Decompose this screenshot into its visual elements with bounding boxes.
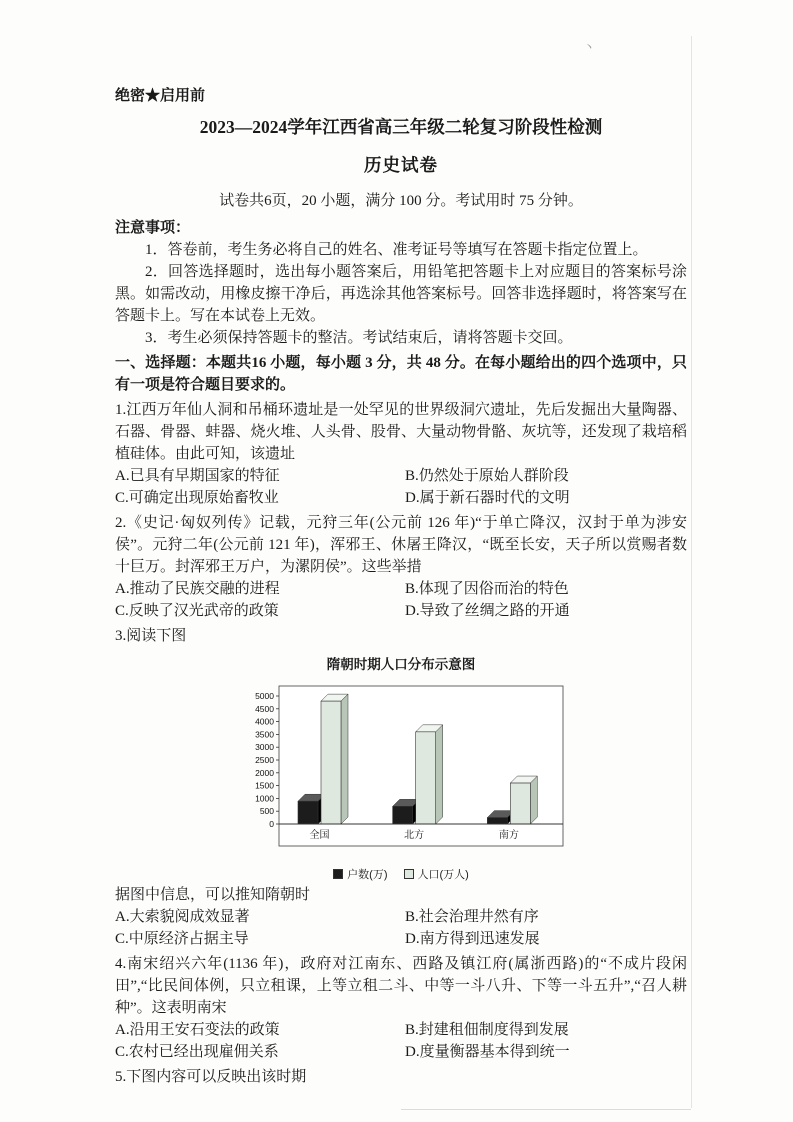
population-bar-chart bbox=[233, 678, 569, 858]
option-c: C.中原经济占据主导 bbox=[115, 931, 249, 947]
subject-title: 历史试卷 bbox=[364, 155, 438, 175]
exam-page bbox=[115, 40, 687, 1088]
question-4 bbox=[115, 953, 687, 1063]
legend-item-population bbox=[404, 866, 469, 882]
svg-text:北方: 北方 bbox=[404, 830, 425, 841]
svg-text:4500: 4500 bbox=[255, 703, 274, 714]
svg-text:500: 500 bbox=[259, 806, 274, 817]
svg-text:南方: 南方 bbox=[498, 830, 519, 841]
chart-title: 隋朝时期人口分布示意图 bbox=[326, 657, 476, 672]
notice-item-1: 1．答卷前，考生务必将自己的姓名、准考证号等填写在答题卡指定位置上。 bbox=[145, 242, 648, 258]
population-swatch-icon bbox=[404, 869, 414, 879]
option-d: D.度量衡器基本得到统一 bbox=[405, 1044, 570, 1060]
scan-edge-right bbox=[691, 36, 692, 1108]
svg-text:4000: 4000 bbox=[255, 716, 274, 727]
option-c: C.可确定出现原始畜牧业 bbox=[115, 490, 279, 506]
question-1 bbox=[115, 399, 687, 509]
households-swatch-icon bbox=[333, 869, 343, 879]
option-a: A.推动了民族交融的进程 bbox=[115, 581, 280, 597]
question-3-stem: 3.阅读下图 bbox=[115, 628, 187, 644]
question-2 bbox=[115, 512, 687, 622]
option-b: B.封建租佃制度得到发展 bbox=[405, 1022, 569, 1038]
question-3-options bbox=[115, 906, 687, 950]
question-2-options bbox=[115, 578, 687, 622]
notice-heading: 注意事项： bbox=[115, 220, 191, 236]
scan-edge-bottom bbox=[401, 1109, 691, 1110]
option-c: C.农村已经出现雇佣关系 bbox=[115, 1044, 279, 1060]
exam-title: 2023—2024学年江西省高三年级二轮复习阶段性检测 bbox=[199, 117, 603, 137]
option-a: A.已具有早期国家的特征 bbox=[115, 468, 280, 484]
question-4-options bbox=[115, 1019, 687, 1063]
legend-item-households bbox=[333, 866, 387, 882]
svg-text:3500: 3500 bbox=[255, 729, 274, 740]
question-3 bbox=[115, 625, 687, 950]
option-d: D.南方得到迅速发展 bbox=[405, 931, 540, 947]
svg-text:2500: 2500 bbox=[255, 755, 274, 765]
population-chart bbox=[211, 653, 591, 882]
corner-pen-mark: 丶 bbox=[583, 40, 596, 54]
question-4-stem: 4.南宋绍兴六年(1136 年)，政府对江南东、西路及镇江府(属浙西路)的“不成片段闲田”,“比民间体例，只立租课，上等立租二斗、中等一斗八升、下等一斗五升”,“召人耕种”。这表明南宋 bbox=[115, 956, 687, 1016]
option-a: A.沿用王安石变法的政策 bbox=[115, 1022, 280, 1038]
option-a: A.大索貌阅成效显著 bbox=[115, 909, 250, 925]
svg-text:1000: 1000 bbox=[255, 793, 274, 804]
svg-text:0: 0 bbox=[269, 819, 274, 829]
section-heading: 一、选择题：本题共16 小题，每小题 3 分，共 48 分。在每小题给出的四个选项中，只有一项是符合题目要求的。 bbox=[115, 355, 687, 393]
svg-text:1500: 1500 bbox=[255, 780, 274, 791]
question-1-stem: 1.江西万年仙人洞和吊桶环遗址是一处罕见的世界级洞穴遗址，先后发掘出大量陶器、石器、骨器、蚌器、烧火堆、人头骨、股骨、大量动物骨骼、灰坑等，还发现了栽培稻植硅体。由此可知，该遗址 bbox=[115, 402, 687, 462]
question-1-options bbox=[115, 465, 687, 509]
option-d: D.属于新石器时代的文明 bbox=[405, 490, 570, 506]
security-label: 绝密★启用前 bbox=[115, 88, 206, 104]
question-3-analysis-prompt: 据图中信息，可以推知隋朝时 bbox=[115, 887, 311, 903]
svg-text:5000: 5000 bbox=[255, 691, 274, 701]
chart-legend bbox=[211, 866, 591, 882]
option-b: B.仍然处于原始人群阶段 bbox=[405, 468, 569, 484]
notice-item-2: 2．回答选择题时，选出每小题答案后，用铅笔把答题卡上对应题目的答案标号涂黑。如需改动，用橡皮擦干净后，再选涂其他答案标号。回答非选择题时，将答案写在答题卡上。写在本试卷上无效。 bbox=[115, 264, 687, 324]
notice-item-3: 3．考生必须保持答题卡的整洁。考试结束后，请将答题卡交回。 bbox=[145, 330, 573, 346]
svg-text:3000: 3000 bbox=[255, 742, 274, 753]
option-d: D.导致了丝绸之路的开通 bbox=[405, 603, 570, 619]
question-2-stem: 2.《史记·匈奴列传》记载，元狩三年(公元前 126 年)“于单亡降汉，汉封于单为涉安侯”。元狩二年(公元前 121 年)，浑邪王、休屠王降汉，“既至长安，天子所以赏赐者数十巨万。封浑邪王万户，为漯阴侯”。这些举措 bbox=[115, 515, 687, 575]
question-5 bbox=[115, 1066, 687, 1088]
option-b: B.体现了因俗而治的特色 bbox=[405, 581, 569, 597]
svg-text:2000: 2000 bbox=[255, 767, 274, 778]
question-5-stem: 5.下图内容可以反映出该时期 bbox=[115, 1069, 307, 1085]
exam-info: 试卷共6页，20 小题，满分 100 分。考试用时 75 分钟。 bbox=[219, 193, 583, 209]
legend-label-households: 户数(万) bbox=[347, 869, 388, 881]
option-c: C.反映了汉光武帝的政策 bbox=[115, 603, 279, 619]
option-b: B.社会治理井然有序 bbox=[405, 909, 539, 925]
legend-label-population: 人口(万人) bbox=[417, 869, 469, 881]
svg-text:全国: 全国 bbox=[309, 830, 330, 841]
